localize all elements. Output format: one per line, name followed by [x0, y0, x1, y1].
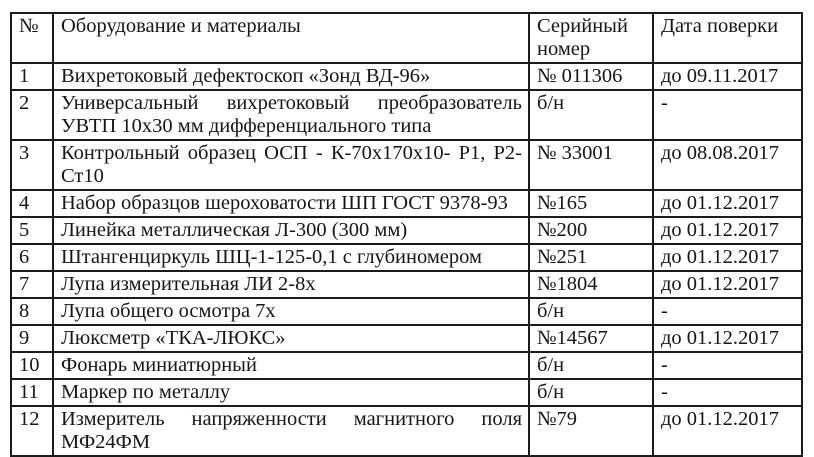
equipment-name-line: Вихретоковый дефектоскоп «Зонд ВД-96» [61, 65, 431, 87]
row-number-cell: 12 [11, 406, 53, 456]
serial-number-cell: №79 [529, 406, 653, 456]
table-row [11, 325, 802, 352]
serial-number-cell: № 011306 [529, 63, 653, 90]
serial-number-cell: б/н [529, 298, 653, 325]
equipment-name-cell [53, 379, 529, 406]
row-number-cell: 7 [11, 271, 53, 298]
verification-date-cell: до 01.12.2017 [653, 271, 802, 298]
row-number-cell: 5 [11, 217, 53, 244]
verification-date-cell: до 01.12.2017 [653, 190, 802, 217]
equipment-name-line: Универсальный вихретоковый преобразователь [61, 92, 522, 114]
equipment-name-line: Лупа общего осмотра 7х [61, 300, 276, 322]
row-number-cell: 10 [11, 352, 53, 379]
equipment-name-line: Контрольный образец ОСП - К-70х170х10- Р1, Р2- [61, 142, 522, 164]
table-row [11, 244, 802, 271]
row-number-cell: 3 [11, 140, 53, 190]
row-number-cell: 2 [11, 90, 53, 140]
verification-date-cell: до 09.11.2017 [653, 63, 802, 90]
verification-date-cell: - [653, 298, 802, 325]
equipment-name-line: МФ24ФМ [61, 431, 151, 453]
equipment-name-cell [53, 217, 529, 244]
table-row [11, 90, 802, 140]
row-number-cell: 8 [11, 298, 53, 325]
verification-date-cell: до 08.08.2017 [653, 140, 802, 190]
header-name: Оборудование и материалы [53, 13, 529, 63]
table-row [11, 298, 802, 325]
equipment-name-line: УВТП 10х30 мм дифференциального типа [61, 115, 432, 137]
equipment-name-cell [53, 352, 529, 379]
equipment-name-cell [53, 244, 529, 271]
equipment-name-cell [53, 406, 529, 456]
header-num: № [11, 13, 53, 63]
equipment-name-line: Фонарь миниатюрный [61, 354, 257, 376]
table-row [11, 406, 802, 456]
equipment-table [10, 12, 803, 457]
verification-date-cell: до 01.12.2017 [653, 244, 802, 271]
verification-date-cell: до 01.12.2017 [653, 406, 802, 456]
equipment-name-cell [53, 190, 529, 217]
verification-date-cell: до 01.12.2017 [653, 325, 802, 352]
serial-number-cell: №165 [529, 190, 653, 217]
row-number-cell: 1 [11, 63, 53, 90]
table-header [11, 13, 802, 63]
serial-number-cell: № 33001 [529, 140, 653, 190]
table-row [11, 217, 802, 244]
serial-number-cell: №14567 [529, 325, 653, 352]
header-row [11, 13, 802, 63]
equipment-name-line: Штангенциркуль ШЦ-1-125-0,1 с глубиномером [61, 246, 482, 268]
serial-number-cell: №251 [529, 244, 653, 271]
equipment-name-line: Лупа измерительная ЛИ 2-8х [61, 273, 316, 295]
serial-number-cell: №1804 [529, 271, 653, 298]
table-row [11, 190, 802, 217]
table-row [11, 379, 802, 406]
serial-number-cell: б/н [529, 90, 653, 140]
equipment-name-cell [53, 63, 529, 90]
serial-number-cell: №200 [529, 217, 653, 244]
verification-date-cell: до 01.12.2017 [653, 217, 802, 244]
table-row [11, 352, 802, 379]
row-number-cell: 11 [11, 379, 53, 406]
serial-number-cell: б/н [529, 379, 653, 406]
serial-number-cell: б/н [529, 352, 653, 379]
equipment-name-cell [53, 298, 529, 325]
table-row [11, 140, 802, 190]
equipment-name-cell [53, 90, 529, 140]
equipment-name-cell [53, 271, 529, 298]
row-number-cell: 9 [11, 325, 53, 352]
equipment-name-line: Набор образцов шероховатости ШП ГОСТ 9378-93 [61, 192, 508, 214]
table-body [11, 63, 802, 456]
equipment-name-cell [53, 325, 529, 352]
table-row [11, 63, 802, 90]
equipment-name-line: Измеритель напряженности магнитного поля [61, 408, 522, 430]
table-row [11, 271, 802, 298]
header-serial: Серийный номер [529, 13, 653, 63]
row-number-cell: 6 [11, 244, 53, 271]
equipment-name-line: Ст10 [61, 165, 104, 187]
equipment-name-line: Маркер по металлу [61, 381, 231, 403]
verification-date-cell: - [653, 352, 802, 379]
equipment-name-cell [53, 140, 529, 190]
verification-date-cell: - [653, 90, 802, 140]
equipment-name-line: Линейка металлическая Л-300 (300 мм) [61, 219, 408, 241]
header-date: Дата поверки [653, 13, 802, 63]
row-number-cell: 4 [11, 190, 53, 217]
equipment-name-line: Люксметр «ТКА-ЛЮКС» [61, 327, 286, 349]
verification-date-cell: - [653, 379, 802, 406]
